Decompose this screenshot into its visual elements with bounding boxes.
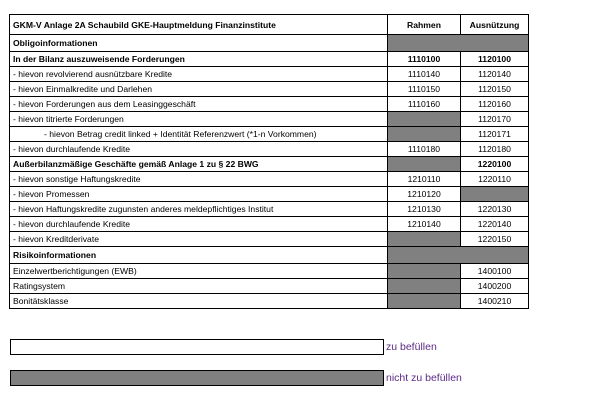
row-label: - hievon titrierte Forderungen	[10, 112, 388, 127]
row-label: In der Bilanz auszuweisende Forderungen	[10, 52, 388, 67]
row-label: - hievon Kreditderivate	[10, 232, 388, 247]
table-row	[10, 112, 529, 127]
rahmen-cell: 1210140	[388, 217, 461, 232]
row-label: Obligoinformationen	[10, 35, 388, 52]
rahmen-cell	[388, 232, 461, 247]
row-label: - hievon durchlaufende Kredite	[10, 142, 388, 157]
table-row	[10, 142, 529, 157]
table-row	[10, 232, 529, 247]
row-label: - hievon Betrag credit linked + Identität Referenzwert (*1-n Vorkommen)	[10, 127, 388, 142]
rahmen-cell: 1110180	[388, 142, 461, 157]
row-label: - hievon Einmalkredite und Darlehen	[10, 82, 388, 97]
row-label: - hievon revolvierend ausnützbare Kredite	[10, 67, 388, 82]
ausnutzung-cell: 1120180	[461, 142, 529, 157]
table-row	[10, 217, 529, 232]
legend-label-nofill: nicht zu befüllen	[386, 372, 462, 384]
ausnutzung-cell: 1220140	[461, 217, 529, 232]
ausnutzung-cell: 1120170	[461, 112, 529, 127]
rahmen-cell: 1110160	[388, 97, 461, 112]
rahmen-cell	[388, 157, 461, 172]
row-label: Risikoinformationen	[10, 247, 388, 264]
table-row	[10, 172, 529, 187]
ausnutzung-cell: 1220100	[461, 157, 529, 172]
ausnutzung-cell: 1120100	[461, 52, 529, 67]
section-gray-cell	[388, 35, 529, 52]
table-row	[10, 187, 529, 202]
ausnutzung-cell: 1220110	[461, 172, 529, 187]
ausnutzung-cell: 1120150	[461, 82, 529, 97]
rahmen-cell: 1110100	[388, 52, 461, 67]
rahmen-cell: 1210110	[388, 172, 461, 187]
rahmen-cell: 1110150	[388, 82, 461, 97]
rahmen-cell	[388, 294, 461, 309]
rahmen-cell	[388, 264, 461, 279]
ausnutzung-cell	[461, 187, 529, 202]
table-row	[10, 202, 529, 217]
table-row	[10, 279, 529, 294]
row-label: - hievon durchlaufende Kredite	[10, 217, 388, 232]
ausnutzung-cell: 1120160	[461, 97, 529, 112]
table-row	[10, 67, 529, 82]
ausnutzung-cell: 1220150	[461, 232, 529, 247]
legend-label-fill: zu befüllen	[386, 341, 437, 353]
table-row	[10, 264, 529, 279]
rahmen-cell	[388, 279, 461, 294]
ausnutzung-cell: 1400200	[461, 279, 529, 294]
row-label: Einzelwertberichtigungen (EWB)	[10, 264, 388, 279]
row-label: - hievon Promessen	[10, 187, 388, 202]
ausnutzung-cell: 1400100	[461, 264, 529, 279]
ausnutzung-cell: 1120171	[461, 127, 529, 142]
legend-swatch-nofill	[10, 370, 384, 386]
table-row	[10, 97, 529, 112]
header-ausnutzung: Ausnützung	[461, 15, 529, 35]
ausnutzung-cell: 1400210	[461, 294, 529, 309]
rahmen-cell: 1210120	[388, 187, 461, 202]
row-label: - hievon Haftungskredite zugunsten anderes meldepflichtiges Institut	[10, 202, 388, 217]
table-row	[10, 294, 529, 309]
rahmen-cell: 1110140	[388, 67, 461, 82]
section-gray-cell	[388, 247, 529, 264]
table-row	[10, 82, 529, 97]
rahmen-cell	[388, 127, 461, 142]
row-label: Bonitätsklasse	[10, 294, 388, 309]
ausnutzung-cell: 1120140	[461, 67, 529, 82]
row-label: - hievon Forderungen aus dem Leasinggeschäft	[10, 97, 388, 112]
row-label: - hievon sonstige Haftungskredite	[10, 172, 388, 187]
legend-swatch-fill	[10, 339, 384, 355]
table-row	[10, 157, 529, 172]
table-title: GKM-V Anlage 2A Schaubild GKE-Hauptmeldung Finanzinstitute	[10, 15, 388, 35]
table-row	[10, 247, 529, 264]
row-label: Außerbilanzmäßige Geschäfte gemäß Anlage 1 zu § 22 BWG	[10, 157, 388, 172]
ausnutzung-cell: 1220130	[461, 202, 529, 217]
row-label: Ratingsystem	[10, 279, 388, 294]
rahmen-cell	[388, 112, 461, 127]
gke-table	[9, 14, 529, 309]
header-rahmen: Rahmen	[388, 15, 461, 35]
table-row	[10, 127, 529, 142]
table-header-row	[10, 15, 529, 35]
rahmen-cell: 1210130	[388, 202, 461, 217]
table-row	[10, 35, 529, 52]
table-row	[10, 52, 529, 67]
